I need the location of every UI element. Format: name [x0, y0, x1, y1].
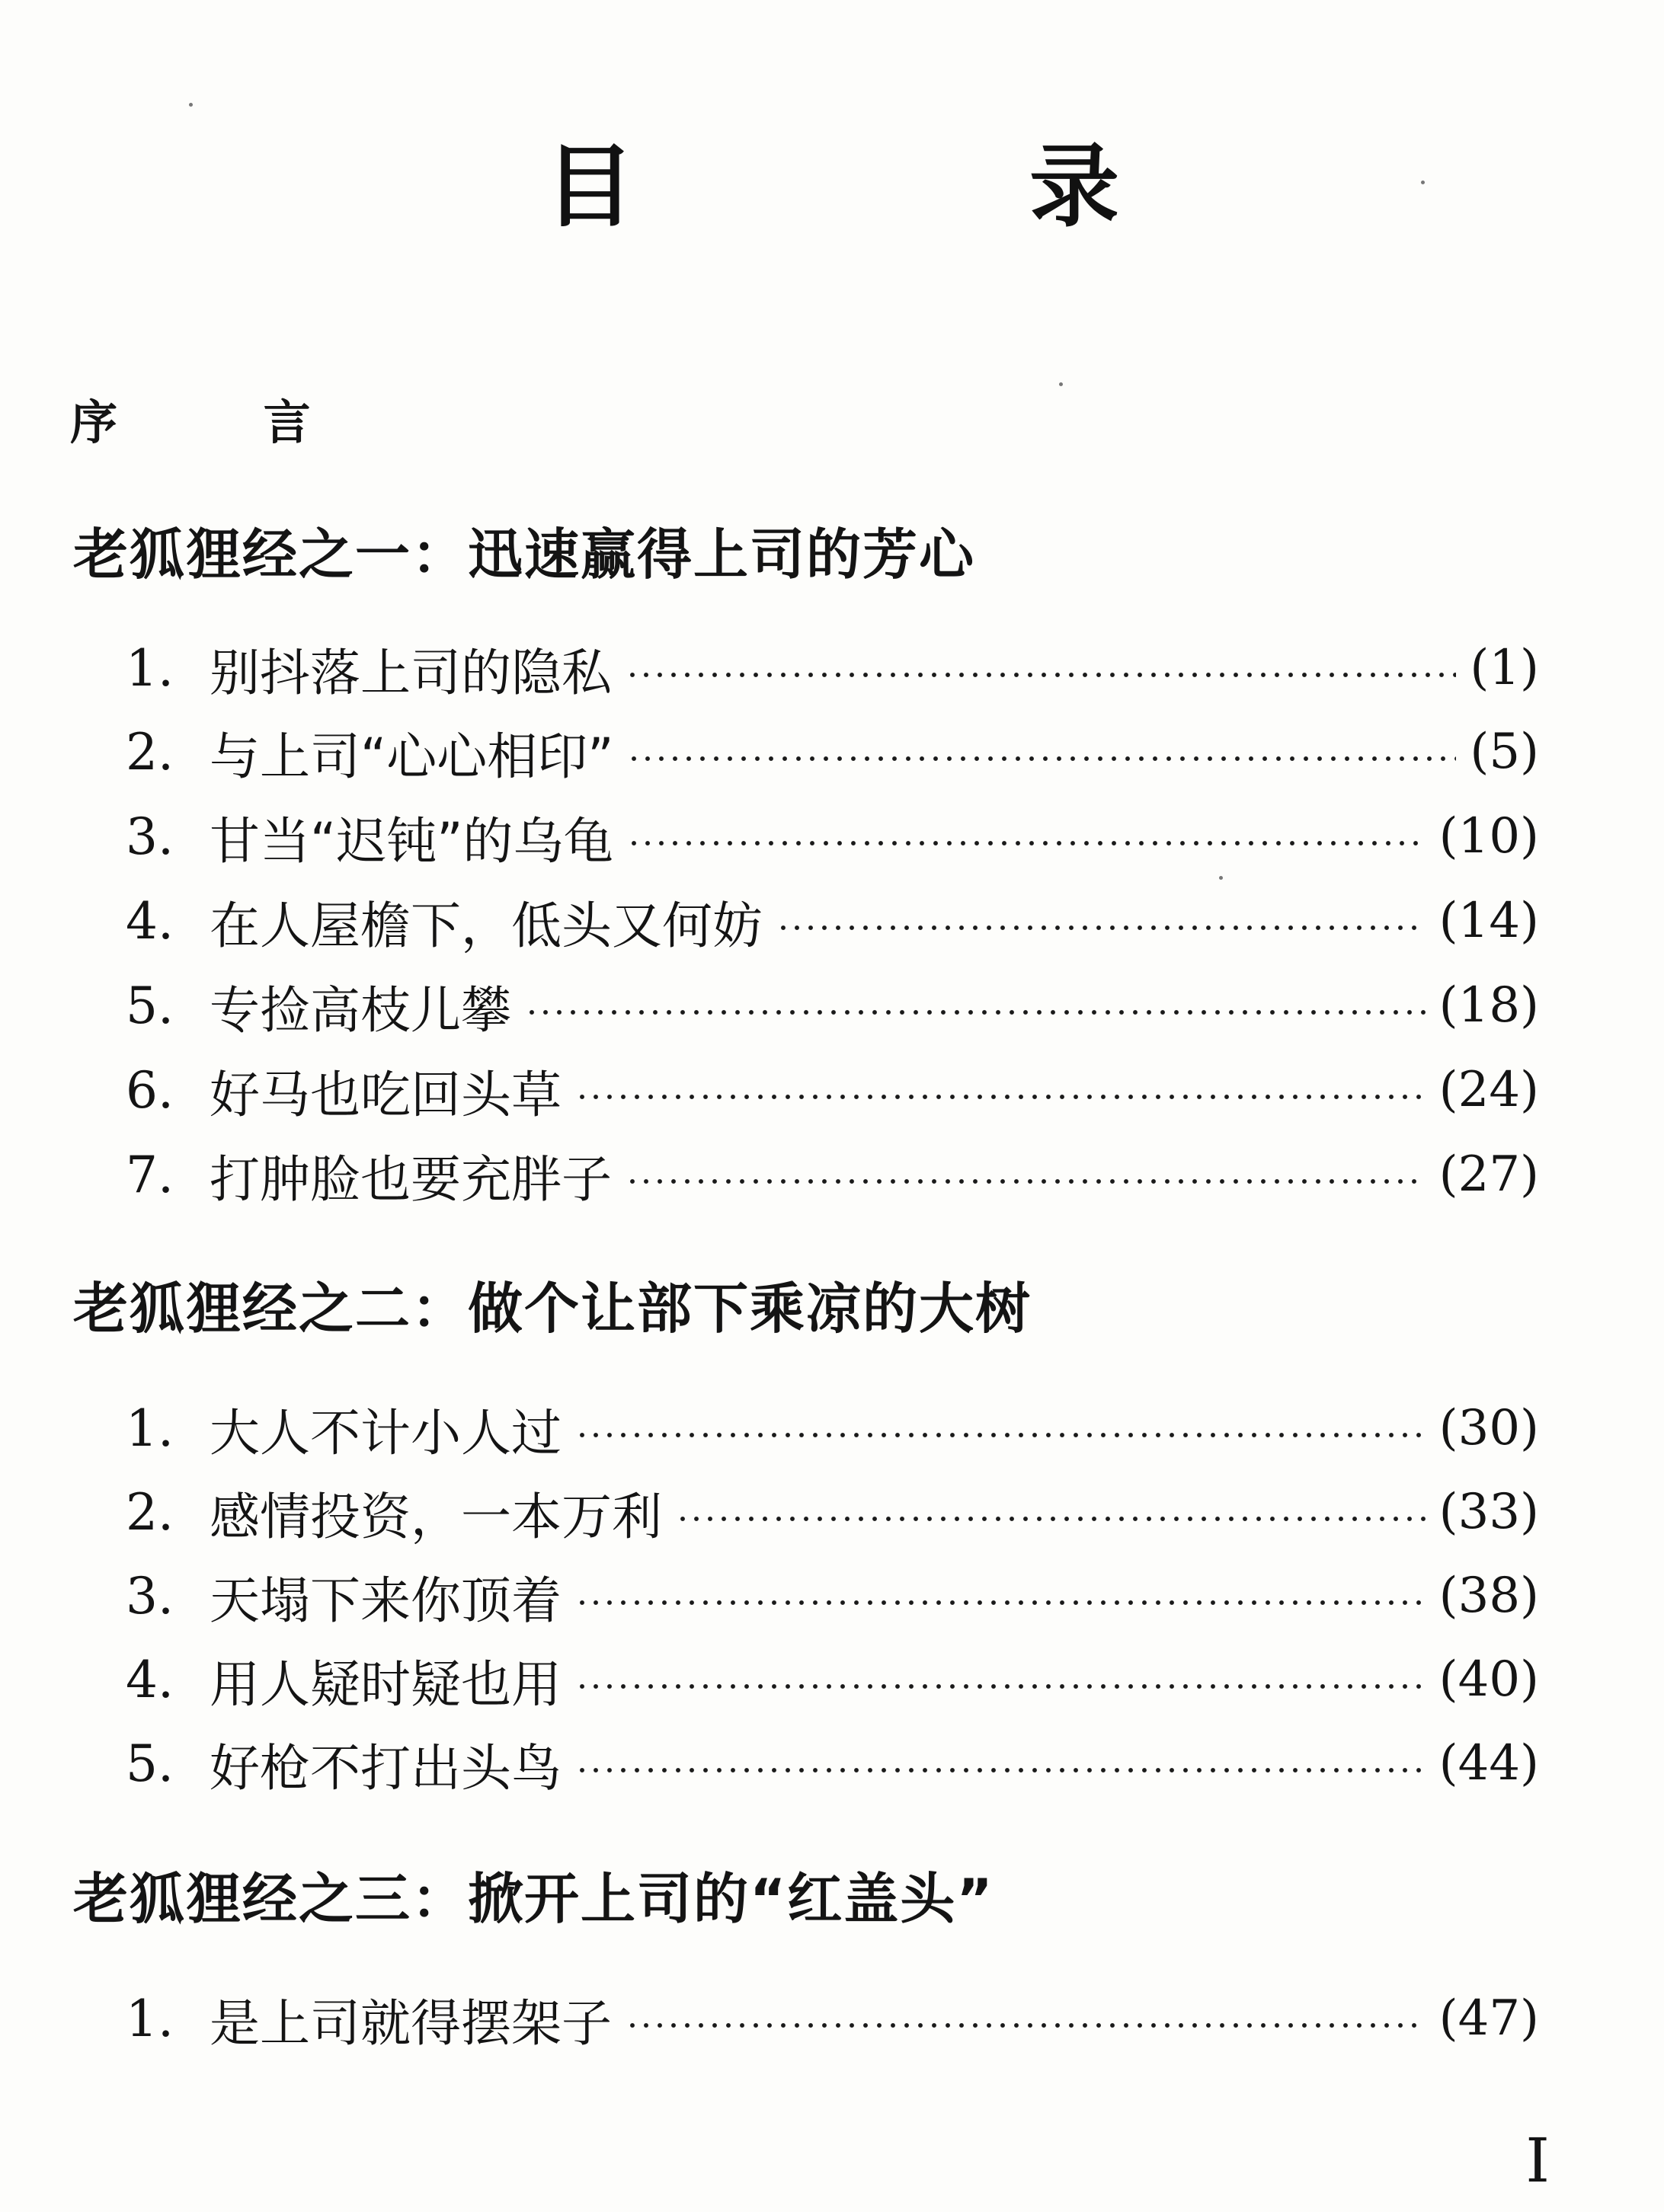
dot-leader: [627, 756, 1456, 762]
dot-leader: [626, 1178, 1426, 1184]
entry-title: 大人不计小人过: [210, 1403, 562, 1462]
entry-page-number: (47): [1438, 1990, 1539, 2047]
entry-number: 4.: [126, 891, 174, 951]
entry-title: 在人屋檐下，低头又何妨: [210, 896, 763, 955]
page-title: 目 录: [544, 134, 1272, 239]
entry-page-number: (18): [1438, 977, 1539, 1034]
entry-title: 是上司就得摆架子: [210, 1993, 612, 2053]
entry-page-number: (44): [1438, 1735, 1539, 1792]
entry-title: 与上司“心心相印”: [210, 727, 614, 786]
scan-speck: [189, 103, 193, 107]
dot-leader: [575, 1767, 1426, 1773]
toc-entry[interactable]: [126, 634, 1539, 702]
toc-entry[interactable]: [126, 1394, 1539, 1462]
chapter-title: 老狐狸经之二：做个让部下乘凉的大树: [73, 1277, 1032, 1341]
toc-entry[interactable]: [126, 1478, 1539, 1546]
entry-title: 好马也吃回头草: [210, 1065, 562, 1124]
entry-page-number: (1): [1470, 640, 1539, 696]
entry-title: 好枪不打出头鸟: [210, 1738, 562, 1798]
toc-entry[interactable]: [126, 971, 1539, 1040]
entry-number: 7.: [126, 1145, 174, 1204]
scan-speck: [1421, 181, 1425, 184]
entry-page-number: (10): [1438, 808, 1539, 865]
entry-title: 感情投资，一本万利: [210, 1487, 662, 1546]
preface-heading: 序 言: [70, 395, 376, 450]
toc-entry[interactable]: [126, 1729, 1539, 1798]
entry-number: 5.: [126, 976, 174, 1035]
entry-number: 1.: [126, 638, 174, 698]
dot-leader: [575, 1432, 1426, 1438]
entry-title: 专捡高枝儿攀: [210, 980, 511, 1040]
entry-page-number: (27): [1438, 1146, 1539, 1203]
toc-entry[interactable]: [126, 718, 1539, 786]
dot-leader: [627, 840, 1425, 846]
entry-number: 3.: [126, 1566, 174, 1625]
toc-entry[interactable]: [126, 1562, 1539, 1630]
entry-title: 别抖落上司的隐私: [210, 643, 612, 702]
toc-entry[interactable]: [126, 1984, 1539, 2053]
entry-number: 1.: [126, 1398, 174, 1458]
entry-number: 5.: [126, 1734, 174, 1793]
entry-page-number: (14): [1438, 893, 1539, 949]
chapter-title: 老狐狸经之三：掀开上司的“红盖头”: [73, 1867, 994, 1931]
entry-number: 4.: [126, 1650, 174, 1709]
entry-page-number: (40): [1438, 1651, 1539, 1708]
scan-speck: [1059, 382, 1063, 386]
toc-entry[interactable]: [126, 887, 1539, 955]
entry-number: 6.: [126, 1060, 174, 1120]
toc-entry[interactable]: [126, 1140, 1539, 1209]
entry-page-number: (5): [1470, 724, 1539, 780]
dot-leader: [626, 2022, 1426, 2028]
entry-page-number: (24): [1438, 1062, 1539, 1118]
toc-entry[interactable]: [126, 1645, 1539, 1714]
dot-leader: [525, 1009, 1426, 1015]
dot-leader: [575, 1094, 1426, 1100]
entry-number: 2.: [126, 722, 174, 782]
dot-leader: [575, 1600, 1426, 1606]
dot-leader: [676, 1516, 1426, 1522]
entry-page-number: (38): [1438, 1568, 1539, 1624]
toc-entry[interactable]: [126, 802, 1539, 871]
entry-number: 1.: [126, 1989, 174, 2048]
dot-leader: [575, 1683, 1426, 1689]
page-folio: I: [1525, 2125, 1550, 2196]
entry-page-number: (30): [1438, 1400, 1539, 1456]
entry-title: 天塌下来你顶着: [210, 1571, 562, 1630]
entry-page-number: (33): [1438, 1484, 1539, 1540]
entry-number: 2.: [126, 1482, 174, 1542]
entry-title: 用人疑时疑也用: [210, 1654, 562, 1714]
dot-leader: [626, 672, 1456, 678]
entry-title: 甘当“迟钝”的乌龟: [210, 811, 614, 871]
entry-number: 3.: [126, 807, 174, 866]
entry-title: 打肿脸也要充胖子: [210, 1149, 612, 1209]
toc-entry[interactable]: [126, 1056, 1539, 1124]
dot-leader: [776, 925, 1426, 931]
scan-speck: [1219, 876, 1223, 880]
chapter-title: 老狐狸经之一：迅速赢得上司的芳心: [73, 523, 976, 587]
